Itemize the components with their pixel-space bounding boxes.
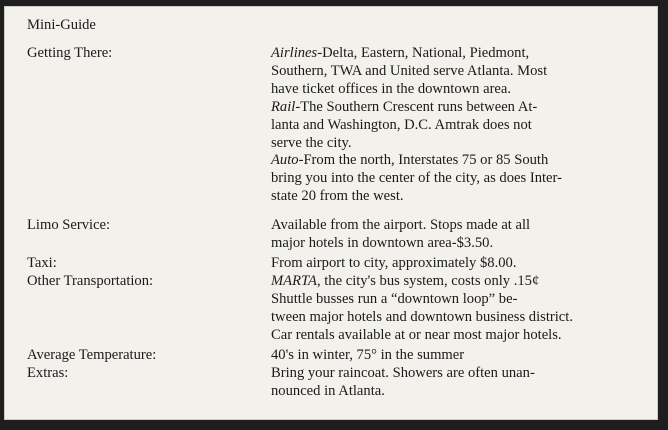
text-line: major hotels in downtown area-$3.50. [271,234,494,251]
text-line: From airport to city, approximately $8.00. [271,255,517,271]
text-line: Southern, TWA and United serve Atlanta. Most [271,62,548,79]
lead-airlines: Airlines [271,45,318,61]
text-line-fragment: -From the north, Interstates 75 or 85 South [298,152,549,169]
value-limo-service [271,217,661,253]
text-line: nounced in Atlanta. [271,382,385,399]
text-line-fragment: , the city's bus system, costs only .15¢ [316,273,540,289]
lead-auto: Auto [271,152,299,169]
text-line: tween major hotels and downtown business district. [271,308,573,325]
text-line: 40's in winter, 75° in the summer [271,347,465,363]
paragraph-auto [271,152,661,206]
value-getting-there [271,45,661,206]
guide-title: Mini-Guide [27,17,96,33]
value-other-transportation [271,273,661,345]
paragraph-airlines [271,45,661,99]
text-line: lanta and Washington, D.C. Amtrak does not [271,116,532,133]
lead-rail: Rail [271,98,296,115]
value-taxi [271,255,661,273]
label-limo-service: Limo Service: [27,217,111,233]
value-average-temperature [271,347,661,365]
text-line [271,99,661,117]
text-line-fragment: -The Southern Crescent runs between At- [295,98,538,115]
text-line: Available from the airport. Stops made at all [271,217,531,233]
text-line: Car rentals available at or near most major hotels. [271,326,562,343]
text-line [271,45,661,63]
text-line-fragment: -Delta, Eastern, National, Piedmont, [317,45,530,61]
paragraph-rail [271,99,661,153]
text-line: Bring your raincoat. Showers are often unan- [271,365,535,381]
mini-guide-card [4,6,658,420]
text-line: bring you into the center of the city, as does Inter- [271,170,562,187]
label-taxi: Taxi: [27,255,57,271]
text-line [271,273,661,291]
lead-marta: MARTA [271,273,317,289]
text-line: serve the city. [271,134,352,151]
text-line: have ticket offices in the downtown area. [271,80,512,97]
text-line: state 20 from the west. [271,188,404,205]
label-extras: Extras: [27,365,69,381]
value-extras [271,365,661,401]
label-other-transportation: Other Transportation: [27,273,154,289]
label-average-temperature: Average Temperature: [27,347,157,363]
label-getting-there: Getting There: [27,45,113,61]
text-line [271,152,661,170]
text-line: Shuttle busses run a “downtown loop” be- [271,290,518,307]
